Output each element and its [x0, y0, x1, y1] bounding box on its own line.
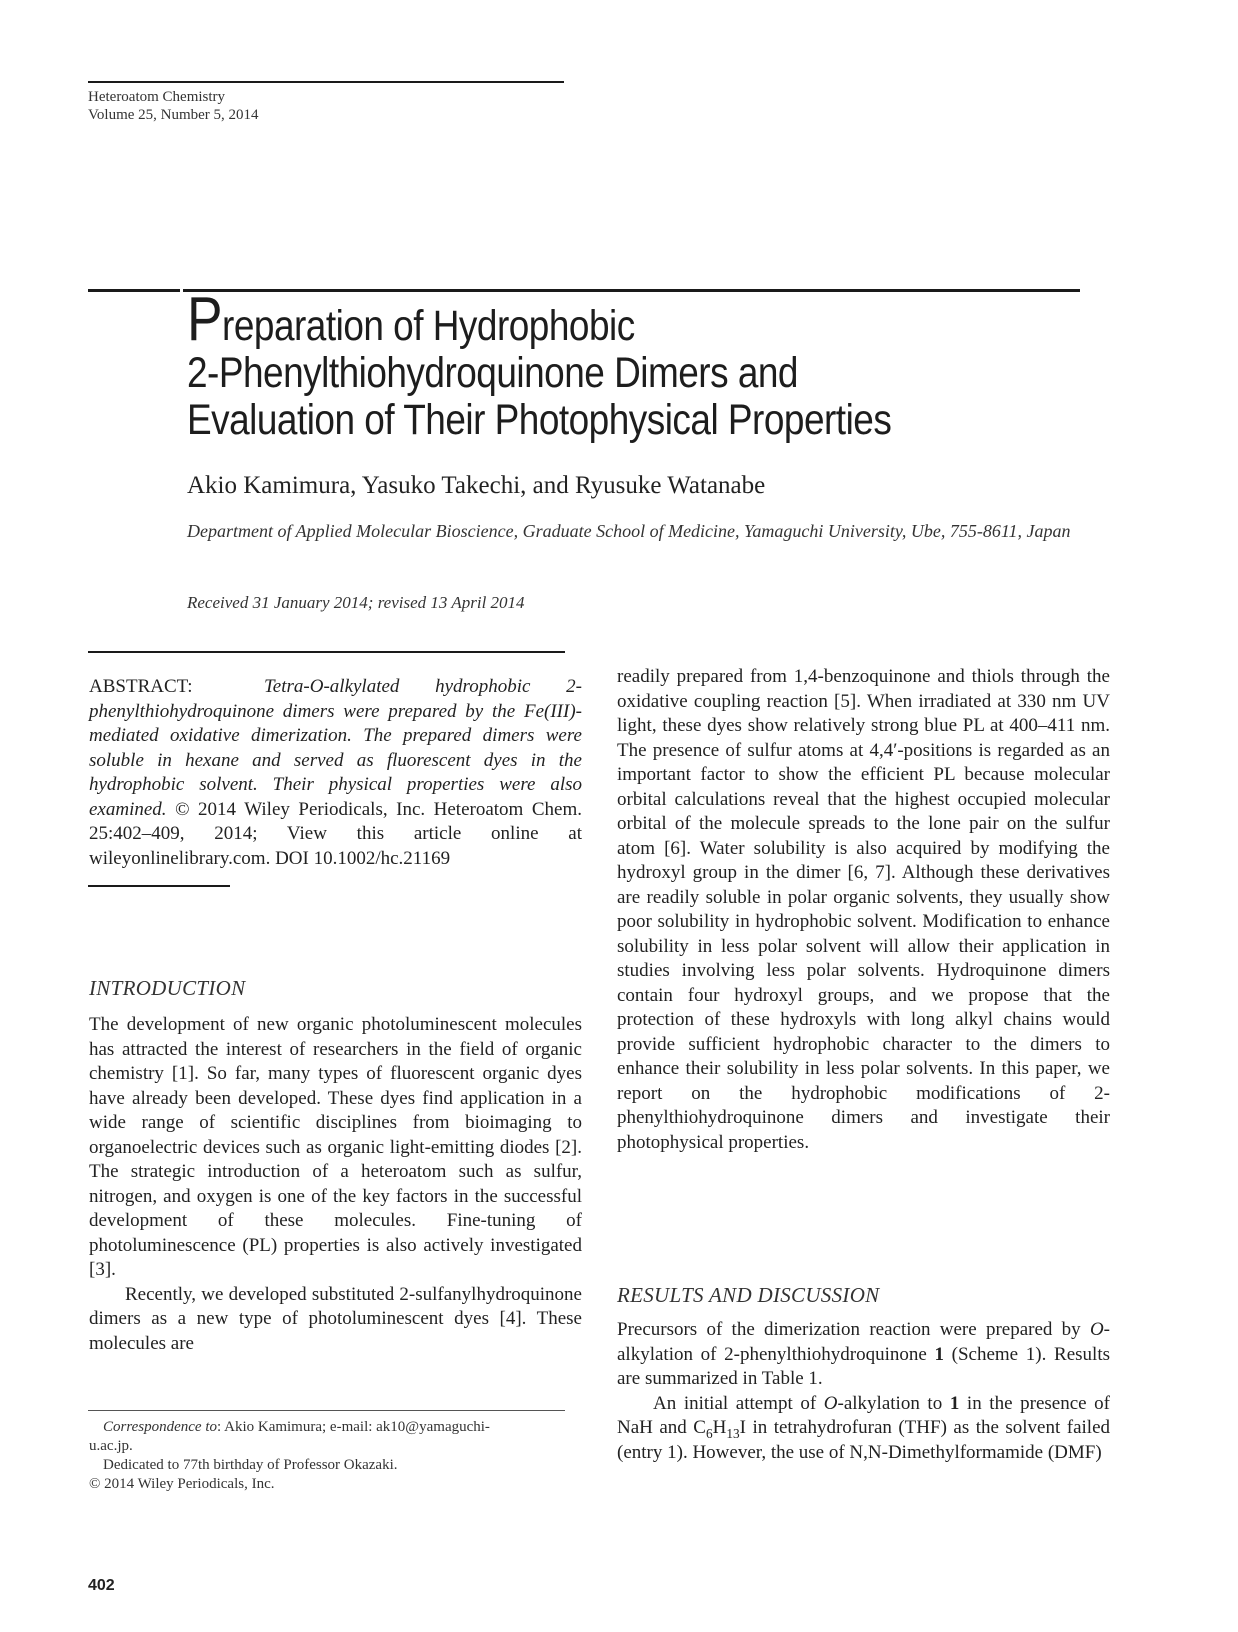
- journal-info: [88, 88, 259, 124]
- abstract-citation: © 2014 Wiley Periodicals, Inc. Heteroatom Chem. 25:402–409, 2014; View this article online at wileyonlinelibrary.com. DOI 10.1002/hc.21169: [89, 798, 582, 869]
- correspondence-label: Correspondence to: [103, 1419, 218, 1435]
- results-body: [617, 1318, 1110, 1465]
- authors: Akio Kamimura, Yasuko Takechi, and Ryusuke Watanabe: [187, 472, 766, 499]
- header-rule: [88, 81, 564, 83]
- title-line-2: 2-Phenylthiohydroquinone Dimers and: [187, 349, 798, 397]
- received-date: Received 31 January 2014; revised 13 April 2014: [187, 593, 525, 612]
- abstract-top-rule: [88, 651, 565, 653]
- footnotes: [89, 1418, 582, 1494]
- title-line-1: reparation of Hydrophobic: [222, 302, 635, 350]
- correspondence-cont: u.ac.jp.: [89, 1438, 133, 1454]
- journal-name: Heteroatom Chemistry: [88, 89, 226, 105]
- continuation-paragraph: readily prepared from 1,4-benzoquinone and thiols through the oxidative coupling reaction [5]. When irradiated at 330 nm UV light, these dyes show relatively strong blue PL at 400–411 nm. The presence of sulfur atoms at 4,4′-positions is regarded as an important factor to show the efficient PL because molecular orbital calculations reveal that the highest occupied molecular orbital of the molecule spreads to the lone pair on the sulfur atom [6]. Water solubility is also acquired by modifying the hydroxyl group in the dimer [6, 7]. Although these derivatives are readily soluble in polar organic solvents, they usually show poor solubility in hydrophobic solvent. Modification to enhance solubility in less polar solvent will allow their application in studies involving less polar solvents. Hydroquinone dimers contain four hydroxyl groups, and we propose that the protection of these hydroxyls with long alkyl chains would provide sufficient hydrophobic character to the dimers to enhance their solubility in less polar solvents. In this paper, we report on the hydrophobic modifications of 2-phenylthiohydroquinone dimers and investigate their photophysical properties.: [617, 666, 1110, 1153]
- title-rule-right: [183, 289, 1080, 292]
- introduction-heading: INTRODUCTION: [89, 976, 246, 1000]
- results-paragraph-1: Precursors of the dimerization reaction were prepared by O-alkylation of 2-phenylthiohydroquinone 1 (Scheme 1). Results are summarized in Table 1.: [617, 1319, 1110, 1389]
- introduction-body: [89, 1013, 582, 1356]
- title-rule-left: [88, 289, 180, 292]
- intro-paragraph-1: The development of new organic photoluminescent molecules has attracted the interest of researchers in the field of organic chemistry [1]. So far, many types of fluorescent organic dyes have already been developed. These dyes find application in a wide range of scientific disciplines from bioimaging to organoelectric devices such as organic light-emitting diodes [2]. The strategic introduction of a heteroatom such as sulfur, nitrogen, and oxygen is one of the key factors in the successful development of these molecules. Fine-tuning of photoluminescence (PL) properties is also actively investigated [3].: [89, 1014, 582, 1280]
- abstract-text: Tetra-O-alkylated hydrophobic 2-phenylthiohydroquinone dimers were prepared by the Fe(III)-mediated oxidative dimerization. The prepared dimers were soluble in hexane and served as fluorescent dyes in the hydrophobic solvent. Their physical properties were also examined.: [89, 676, 582, 820]
- article-title: [187, 285, 1087, 444]
- results-paragraph-2: An initial attempt of O-alkylation to 1 in the presence of NaH and $C_6H_{13}I$ in tetrahydrofuran (THF) as the solvent failed (entry 1). However, the use of N,N-Dimethylformamide (DMF): [617, 1392, 1111, 1463]
- title-dropcap: P: [187, 285, 223, 354]
- copyright: © 2014 Wiley Periodicals, Inc.: [89, 1476, 275, 1492]
- abstract-label: ABSTRACT:: [89, 676, 193, 697]
- abstract: [89, 675, 582, 871]
- results-heading: RESULTS AND DISCUSSION: [617, 1283, 880, 1307]
- intro-paragraph-2: Recently, we developed substituted 2-sulfanylhydroquinone dimers as a new type of photoluminescent dyes [4]. These molecules are: [89, 1283, 582, 1354]
- abstract-bottom-rule: [88, 885, 230, 887]
- dedication: Dedicated to 77th birthday of Professor Okazaki.: [103, 1457, 398, 1473]
- volume-info: Volume 25, Number 5, 2014: [88, 107, 259, 123]
- right-column-text: [617, 665, 1110, 1155]
- page-number: 402: [88, 1577, 115, 1594]
- correspondence-text: : Akio Kamimura; e-mail: ak10@yamaguchi-: [217, 1419, 490, 1435]
- title-line-3: Evaluation of Their Photophysical Properties: [187, 396, 892, 444]
- footnote-rule: [88, 1410, 565, 1411]
- affiliation: Department of Applied Molecular Bioscience, Graduate School of Medicine, Yamaguchi University, Ube, 755-8611, Japan: [187, 521, 1071, 541]
